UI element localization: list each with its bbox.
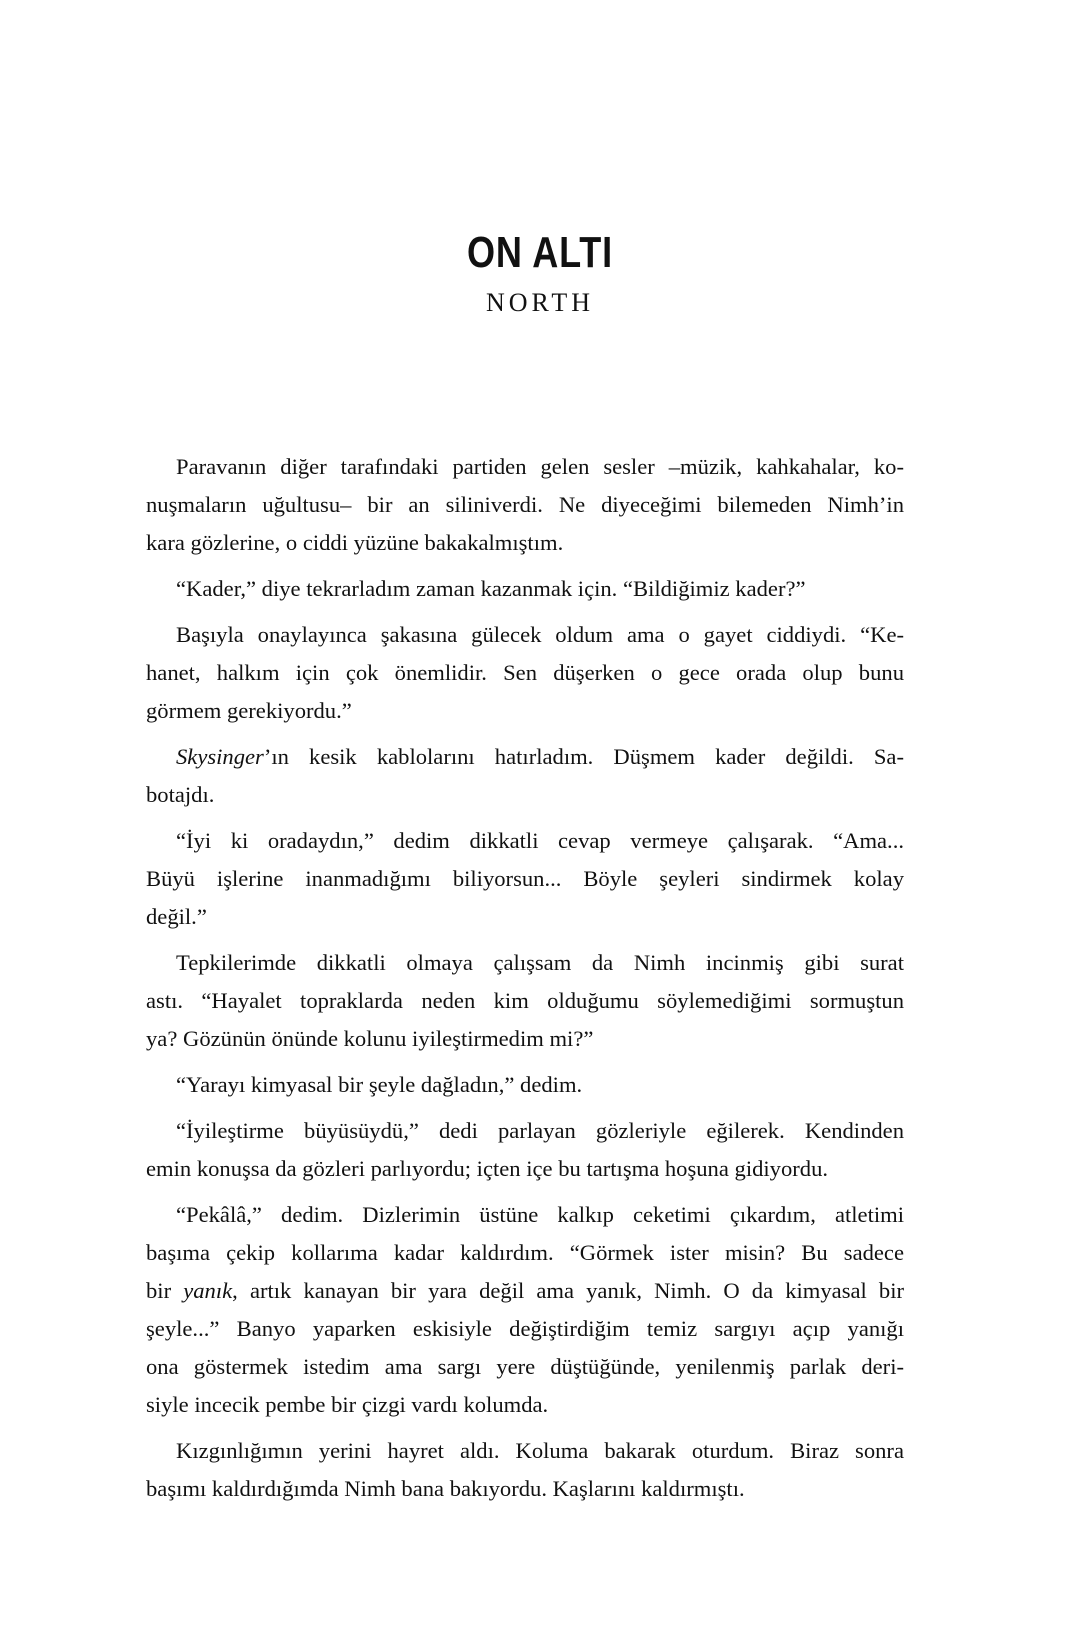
text-segment: siyle incecik pembe bir çizgi vardı kolumda. bbox=[146, 1392, 549, 1417]
text-line bbox=[146, 1470, 904, 1508]
text-line bbox=[146, 860, 904, 898]
text-line bbox=[146, 692, 904, 730]
text-segment: Kızgınlığımın yerini hayret aldı. Koluma bakarak oturdum. Biraz sonra bbox=[176, 1438, 904, 1463]
text-line bbox=[146, 654, 904, 692]
text-segment: ’ın kesik kablolarını hatırladım. Düşmem kader değildi. Sa- bbox=[263, 744, 904, 769]
text-line bbox=[146, 1112, 904, 1150]
paragraph bbox=[146, 1432, 904, 1508]
text-segment: hanet, halkım için çok önemlidir. Sen düşerken o gece orada olup bunu bbox=[146, 660, 904, 685]
text-segment: kara gözlerine, o ciddi yüzüne bakakalmıştım. bbox=[146, 530, 564, 555]
text-segment: “Pekâlâ,” dedim. Dizlerimin üstüne kalkıp ceketimi çıkardım, atletimi bbox=[176, 1202, 904, 1227]
text-line bbox=[146, 448, 904, 486]
text-segment: görmem gerekiyordu.” bbox=[146, 698, 352, 723]
text-segment: Tepkilerimde dikkatli olmaya çalışsam da Nimh incinmiş gibi surat bbox=[176, 950, 904, 975]
text-segment: “Kader,” diye tekrarladım zaman kazanmak için. “Bildiğimiz kader?” bbox=[176, 576, 806, 601]
text-segment: “İyileştirme büyüsüydü,” dedi parlayan gözleriyle eğilerek. Kendinden bbox=[176, 1118, 904, 1143]
text-line bbox=[146, 822, 904, 860]
text-line bbox=[146, 524, 904, 562]
paragraph bbox=[146, 1196, 904, 1424]
text-segment: Başıyla onaylayınca şakasına gülecek oldum ama o gayet ciddiydi. “Ke- bbox=[176, 622, 904, 647]
text-segment: emin konuşsa da gözleri parlıyordu; içten içe bu tartışma hoşuna gidiyordu. bbox=[146, 1156, 829, 1181]
text-segment: başımı kaldırdığımda Nimh bana bakıyordu. Kaşlarını kaldırmıştı. bbox=[146, 1476, 745, 1501]
chapter-title: ON ALTI bbox=[466, 228, 614, 277]
text-segment: bir bbox=[146, 1278, 184, 1303]
chapter-subtitle: NORTH bbox=[486, 288, 594, 317]
text-segment: , artık kanayan bir yara değil ama yanık, Nimh. O da kimyasal bir bbox=[232, 1278, 905, 1303]
paragraph bbox=[146, 738, 904, 814]
italic-text: yanık bbox=[183, 1278, 233, 1303]
text-line bbox=[146, 738, 904, 776]
text-line bbox=[146, 1150, 904, 1188]
text-segment: “İyi ki oradaydın,” dedim dikkatli cevap vermeye çalışarak. “Ama... bbox=[176, 828, 904, 853]
text-line bbox=[146, 570, 904, 608]
text-line bbox=[146, 982, 904, 1020]
text-line bbox=[146, 944, 904, 982]
text-segment: ya? Gözünün önünde kolunu iyileştirmedim mi?” bbox=[146, 1026, 594, 1051]
paragraph bbox=[146, 616, 904, 730]
paragraph bbox=[146, 570, 904, 608]
text-line bbox=[146, 1272, 904, 1310]
chapter-body bbox=[146, 448, 904, 1516]
text-segment: Paravanın diğer tarafındaki partiden gelen sesler –müzik, kahkahalar, ko- bbox=[176, 454, 904, 479]
paragraph bbox=[146, 822, 904, 936]
text-line bbox=[146, 616, 904, 654]
text-line bbox=[146, 1196, 904, 1234]
text-line bbox=[146, 1020, 904, 1058]
text-segment: “Yarayı kimyasal bir şeyle dağladın,” dedim. bbox=[176, 1072, 583, 1097]
text-segment: şeyle...” Banyo yaparken eskisiyle değiştirdiğim temiz sargıyı açıp yanığı bbox=[146, 1316, 904, 1341]
text-segment: ona göstermek istedim ama sargı yere düştüğünde, yenilenmiş parlak deri- bbox=[146, 1354, 904, 1379]
text-line bbox=[146, 1234, 904, 1272]
text-line bbox=[146, 1432, 904, 1470]
paragraph bbox=[146, 944, 904, 1058]
text-segment: değil.” bbox=[146, 904, 207, 929]
italic-text: Skysinger bbox=[176, 744, 264, 769]
text-line bbox=[146, 776, 904, 814]
text-segment: botajdı. bbox=[146, 782, 215, 807]
paragraph bbox=[146, 1112, 904, 1188]
text-segment: Büyü işlerine inanmadığımı biliyorsun... Böyle şeyleri sindirmek kolay bbox=[146, 866, 904, 891]
text-line bbox=[146, 1066, 904, 1104]
text-segment: astı. “Hayalet topraklarda neden kim olduğumu söylemediğimi sormuştun bbox=[146, 988, 904, 1013]
text-line bbox=[146, 486, 904, 524]
text-line bbox=[146, 898, 904, 936]
paragraph bbox=[146, 1066, 904, 1104]
text-line bbox=[146, 1310, 904, 1348]
text-segment: başıma çekip kollarıma kadar kaldırdım. “Görmek ister misin? Bu sadece bbox=[146, 1240, 904, 1265]
text-line bbox=[146, 1386, 904, 1424]
text-line bbox=[146, 1348, 904, 1386]
text-segment: nuşmaların uğultusu– bir an siliniverdi. Ne diyeceğimi bilemeden Nimh’in bbox=[146, 492, 904, 517]
paragraph bbox=[146, 448, 904, 562]
